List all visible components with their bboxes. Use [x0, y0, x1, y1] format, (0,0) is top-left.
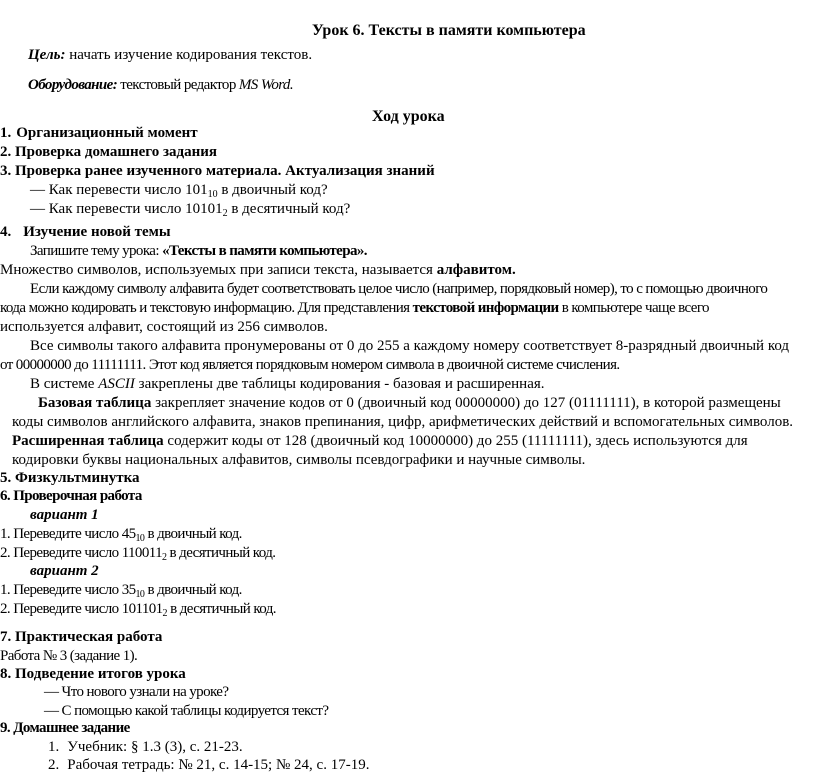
alphabet-text: Множество символов, используемых при записи текста, называется [0, 262, 437, 278]
variant-1-heading: вариант 1 [30, 507, 99, 523]
v1-t1-base: 10 [135, 533, 145, 544]
section-8-question-1: — Что нового узнали на уроке? [44, 684, 229, 700]
paragraph-2-line-1: Все символы такого алфавита пронумерованы от 0 до 255 а каждому номеру соответствует 8-разрядный двоичный код [30, 338, 790, 354]
v2-t2-tail: в десятичный код. [166, 601, 276, 617]
p1-term: текстовой информации [412, 300, 559, 316]
course-heading: Ход урока [372, 108, 445, 125]
v1-t2-text: 2. Переведите число 110011 [0, 545, 162, 561]
homework-item-1-text: Учебник: § 1.3 (3), с. 21-23. [67, 739, 243, 755]
variant-1-task-2 [0, 544, 275, 562]
section-3-question-2 [30, 200, 350, 218]
paragraph-3 [30, 375, 545, 393]
section-8-question-2: — С помощью какой таблицы кодируется текст? [44, 703, 329, 719]
section-4-title: Изучение новой темы [23, 224, 171, 240]
p4-term: Базовая таблица [38, 395, 152, 411]
equipment-app: MS Word. [238, 77, 293, 93]
homework-item-2 [48, 756, 369, 774]
section-2-heading: 2. Проверка домашнего задания [0, 144, 217, 160]
goal-label: Цель: [28, 47, 66, 63]
v2-t2-text: 2. Переведите число 101101 [0, 601, 163, 617]
q2-tail: в десятичный код? [227, 201, 351, 217]
section-8-heading: 8. Подведение итогов урока [0, 666, 186, 682]
section-1-heading [0, 124, 198, 142]
q2-text: — Как перевести число 10101 [30, 201, 223, 217]
p5-term: Расширенная таблица [12, 433, 164, 449]
paragraph-2-line-2: от 00000000 до 11111111. Этот код является порядковым номером символа в двоичной системе счисления. [0, 357, 620, 373]
v1-t2-base: 2 [161, 552, 167, 563]
p1-tail: в компьютере чаще всего [558, 300, 709, 316]
v1-t1-tail: в двоичный код. [144, 526, 242, 542]
equipment-label: Оборудование: [28, 77, 118, 93]
variant-2-task-1 [0, 581, 242, 599]
p4-text: закрепляет значение кодов от 0 (двоичный код 00000000) до 127 (01111111), в которой размещены [151, 395, 781, 411]
equipment-line [28, 76, 293, 94]
section-5-heading: 5. Физкультминутка [0, 470, 140, 486]
alphabet-term: алфавитом. [436, 262, 516, 278]
goal-text: начать изучение кодирования текстов. [65, 47, 313, 63]
homework-item-1 [48, 738, 243, 756]
v2-t1-tail: в двоичный код. [144, 582, 242, 598]
section-3-question-1 [30, 181, 328, 199]
q2-base: 2 [222, 208, 228, 219]
section-1-number: 1. [0, 125, 12, 141]
homework-item-1-number: 1. [48, 739, 60, 755]
section-3-heading: 3. Проверка ранее изученного материала. Актуализация знаний [0, 163, 435, 179]
page-title: Урок 6. Тексты в памяти компьютера [312, 22, 586, 39]
variant-2-heading: вариант 2 [30, 563, 99, 579]
p1-text: кода можно кодировать и текстовую информацию. Для представления [0, 300, 413, 316]
goal-line [28, 46, 312, 64]
v1-t2-tail: в десятичный код. [166, 545, 276, 561]
topic-title: «Тексты в памяти компьютера». [162, 243, 367, 259]
paragraph-4-line-1 [38, 394, 781, 412]
equipment-text: текстовый редактор [117, 77, 239, 93]
section-4-number: 4. [0, 224, 12, 240]
v2-t1-text: 1. Переведите число 35 [0, 582, 136, 598]
section-7-text: Работа № 3 (задание 1). [0, 648, 138, 664]
q1-base: 10 [207, 189, 218, 200]
variant-1-task-1 [0, 525, 242, 543]
q1-text: — Как перевести число 101 [30, 182, 208, 198]
p3-text: В системе [30, 376, 99, 392]
section-1-title: Организационный момент [16, 125, 198, 141]
p3-tail: закреплены две таблицы кодирования - базовая и расширенная. [134, 376, 545, 392]
p5-text: содержит коды от 128 (двоичный код 10000000) до 255 (11111111), здесь используются для [163, 433, 748, 449]
paragraph-4-line-2: коды символов английского алфавита, знаков препинания, цифр, арифметических действий и вспомогательных символов. [12, 414, 794, 430]
paragraph-1-line-2 [0, 299, 709, 317]
section-6-heading: 6. Проверочная работа [0, 488, 142, 504]
variant-2-task-2 [0, 600, 276, 618]
paragraph-5-line-2: кодировки буквы национальных алфавитов, символы псевдографики и научные символы. [12, 452, 586, 468]
topic-line [30, 242, 367, 260]
v1-t1-text: 1. Переведите число 45 [0, 526, 136, 542]
section-9-heading: 9. Домашнее задание [0, 720, 130, 736]
p3-ascii: ASCII [98, 376, 135, 392]
v2-t2-base: 2 [162, 608, 167, 619]
paragraph-1-line-1: Если каждому символу алфавита будет соответствовать целое число (например, порядковый номер), то с помощью двоичного [30, 281, 768, 297]
alphabet-definition [0, 261, 516, 279]
paragraph-5-line-1 [12, 432, 748, 450]
section-4-heading [0, 223, 171, 241]
topic-prefix: Запишите тему урока: [30, 243, 163, 259]
paragraph-1-line-3: используется алфавит, состоящий из 256 символов. [0, 319, 328, 335]
homework-item-2-text: Рабочая тетрадь: № 21, с. 14-15; № 24, с. 17-19. [67, 757, 370, 773]
section-7-heading: 7. Практическая работа [0, 629, 163, 645]
q1-tail: в двоичный код? [217, 182, 328, 198]
v2-t1-base: 10 [135, 589, 145, 600]
homework-item-2-number: 2. [48, 757, 60, 773]
